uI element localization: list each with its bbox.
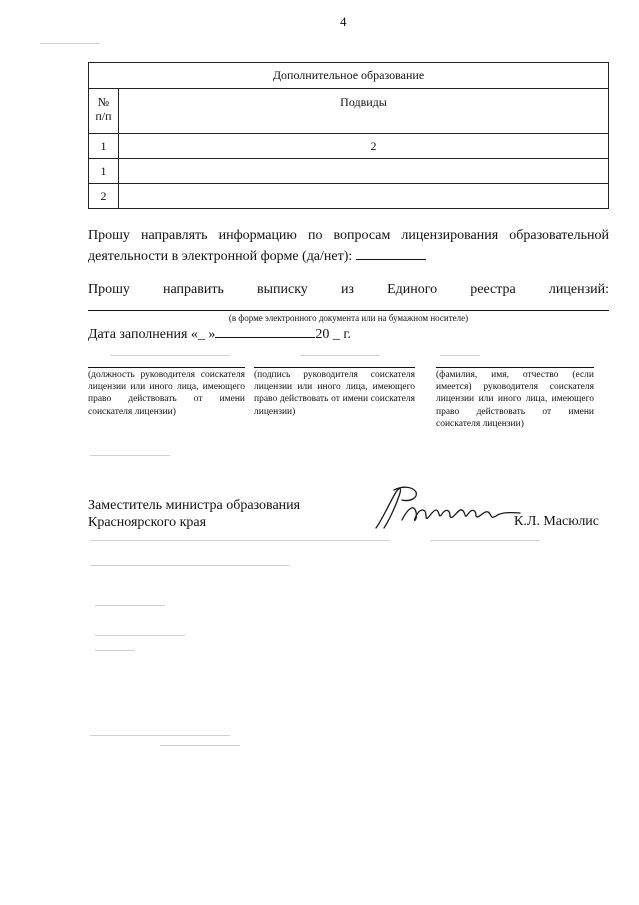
- electronic-request-line2: [88, 245, 609, 266]
- signature-column-position: [88, 367, 245, 418]
- electronic-request-line1: Прошу направлять информацию по вопросам лицензирования образовательной: [88, 228, 609, 243]
- extract-word: лицензий:: [548, 282, 609, 297]
- scan-noise: [40, 43, 100, 44]
- signature-caption-name: (фамилия, имя, отчество (если имеется) руководителя соискателя лицензии или иного лица, имеющего право действовать от имени соискателя лицензии): [436, 370, 594, 429]
- table-title: Дополнительное образование: [89, 63, 609, 89]
- table-row: [89, 184, 609, 209]
- scan-noise: [90, 540, 390, 541]
- fill-date-mid: »: [208, 327, 216, 342]
- table-row: [89, 159, 609, 184]
- row-number: 1: [89, 134, 119, 159]
- extract-request-line: [88, 280, 609, 299]
- fill-date-line: [88, 324, 351, 344]
- row-number: 1: [89, 159, 119, 184]
- table-row: [89, 134, 609, 159]
- extract-word: направить: [163, 282, 224, 297]
- signatory-position-line2: Красноярского края: [88, 515, 207, 530]
- extract-form-caption: (в форме электронного документа или на бумажном носителе): [228, 313, 469, 323]
- scan-noise: [300, 355, 380, 356]
- table-title-row: [89, 63, 609, 89]
- fill-date-day[interactable]: _: [197, 327, 205, 342]
- scan-noise: [95, 635, 185, 636]
- handwritten-signature: [372, 480, 522, 535]
- signature-column-signature: [254, 367, 415, 418]
- yes-no-answer-field[interactable]: [356, 245, 426, 260]
- electronic-request-text: деятельности в электронной форме (да/нет):: [88, 249, 353, 264]
- scan-noise: [160, 745, 240, 746]
- fill-date-suffix: г.: [343, 327, 352, 342]
- column-header-subtypes: Подвиды: [119, 89, 609, 134]
- row-value: [119, 159, 609, 184]
- column-header-number: [89, 89, 119, 134]
- scan-noise: [430, 540, 540, 541]
- extract-word: из: [340, 282, 354, 297]
- fill-date-year-blank[interactable]: _: [332, 327, 340, 342]
- column-header-number-text: № п/п: [95, 95, 112, 123]
- row-number: 2: [89, 184, 119, 209]
- signature-caption-position: (должность руководителя соискателя лицензии или иного лица, имеющего право действовать от имени соискателя лицензии): [88, 370, 245, 417]
- fill-date-month-field[interactable]: [215, 324, 315, 338]
- scan-noise: [90, 455, 170, 456]
- extract-word: Единого: [387, 282, 438, 297]
- scan-noise: [110, 355, 230, 356]
- extract-word: реестра: [470, 282, 516, 297]
- signatory-name: К.Л. Масюлис: [514, 514, 600, 529]
- fill-date-year-prefix: 20: [315, 327, 330, 342]
- signature-column-name: [436, 367, 594, 430]
- row-value: [119, 184, 609, 209]
- extract-form-field[interactable]: [88, 310, 609, 311]
- table-header-row: [89, 89, 609, 134]
- row-value: 2: [119, 134, 609, 159]
- fill-date-label: Дата заполнения «: [88, 327, 198, 342]
- scan-noise: [95, 650, 135, 651]
- scan-noise: [90, 735, 230, 736]
- scan-noise: [440, 355, 480, 356]
- extract-word: выписку: [256, 282, 308, 297]
- scan-noise: [90, 565, 290, 566]
- extract-word: Прошу: [88, 282, 130, 297]
- education-table: [88, 62, 609, 209]
- scan-noise: [95, 605, 165, 606]
- signatory-position-line1: Заместитель министра образования: [88, 498, 301, 513]
- page-number: 4: [340, 14, 347, 29]
- signature-caption-signature: (подпись руководителя соискателя лицензии или иного лица, имеющего право действовать от имени соискателя лицензии): [254, 370, 415, 417]
